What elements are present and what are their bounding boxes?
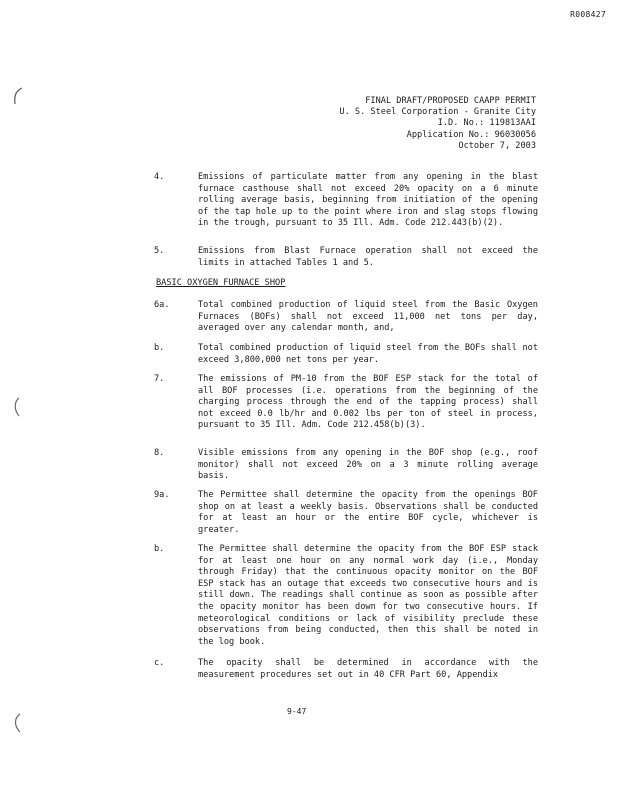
- condition-number: b.: [154, 544, 165, 554]
- punch-mark-top: [10, 86, 26, 106]
- permit-header: [276, 96, 536, 152]
- condition-number: 8.: [154, 448, 165, 458]
- condition-text: Total combined production of liquid steel from the Basic Oxygen Furnaces (BOFs) shall not exceed 11,000 net tons per day, averaged over any calendar month, and,: [198, 300, 538, 334]
- condition-text: Emissions from Blast Furnace operation shall not exceed the limits in attached Tables 1 and 5.: [198, 246, 538, 268]
- condition-text: Total combined production of liquid steel from the BOFs shall not exceed 3,800,000 net tons per year.: [198, 343, 538, 365]
- condition-text: Visible emissions from any opening in the BOF shop (e.g., roof monitor) shall not exceed 20% on a 3 minute rolling average basis.: [198, 448, 538, 482]
- header-line: I.D. No.: 119813AAI: [437, 118, 536, 129]
- punch-mark-middle: [10, 396, 26, 418]
- header-line: Application No.: 96030056: [406, 129, 536, 140]
- condition-text: The Permittee shall determine the opacity from the openings BOF shop on at least a weekly basis. Observations shall be conducted for at least an hour or the entire BOF cycle, whichever is greater.: [198, 490, 538, 535]
- condition-text: The Permittee shall determine the opacity from the BOF ESP stack for at least one hour on any normal work day (i.e., Monday through Friday) that the continuous opacity monitor on the BOF ESP stack has an outage that exceeds two consecutive hours and is still down. The readings shall continue as soon as possible after the opacity monitor has been down for two consecutive hours. If meteorological conditions or lack of visibility preclude these observations from being conducted, then this shall be noted in the log book.: [198, 544, 538, 647]
- condition-number: 9a.: [154, 490, 170, 500]
- condition-number: c.: [154, 658, 165, 668]
- section-heading: BASIC OXYGEN FURNACE SHOP: [156, 278, 286, 288]
- condition-number: 5.: [154, 246, 165, 256]
- condition-text: The emissions of PM-10 from the BOF ESP stack for the total of all BOF processes (i.e. operations from the beginning of the charging process through the end of the tapping process) shall not exceed 0.0 lb/hr and 0.002 lbs per ton of steel in process, pursuant to 35 Ill. Adm. Code 212.458(b)(3).: [198, 374, 538, 431]
- condition-number: 7.: [154, 374, 165, 384]
- page-number: 9-47: [287, 707, 307, 716]
- condition-text: The opacity shall be determined in accordance with the measurement procedures set out in 40 CFR Part 60, Appendix: [198, 658, 538, 680]
- condition-number: 6a.: [154, 300, 170, 310]
- header-line: October 7, 2003: [458, 140, 536, 151]
- condition-number: b.: [154, 343, 165, 353]
- bates-number: R008427: [570, 10, 606, 19]
- punch-mark-bottom: [10, 712, 26, 734]
- condition-text: Emissions of particulate matter from any opening in the blast furnace casthouse shall not exceed 20% opacity on a 6 minute rolling average basis, beginning from initiation of the opening of the tap hole up to the point where iron and slag stops flowing in the trough, pursuant to 35 Ill. Adm. Code 212.443(b)(2).: [198, 172, 538, 229]
- header-line: U. S. Steel Corporation - Granite City: [339, 107, 536, 118]
- header-line: FINAL DRAFT/PROPOSED CAAPP PERMIT: [365, 96, 536, 106]
- condition-number: 4.: [154, 172, 165, 182]
